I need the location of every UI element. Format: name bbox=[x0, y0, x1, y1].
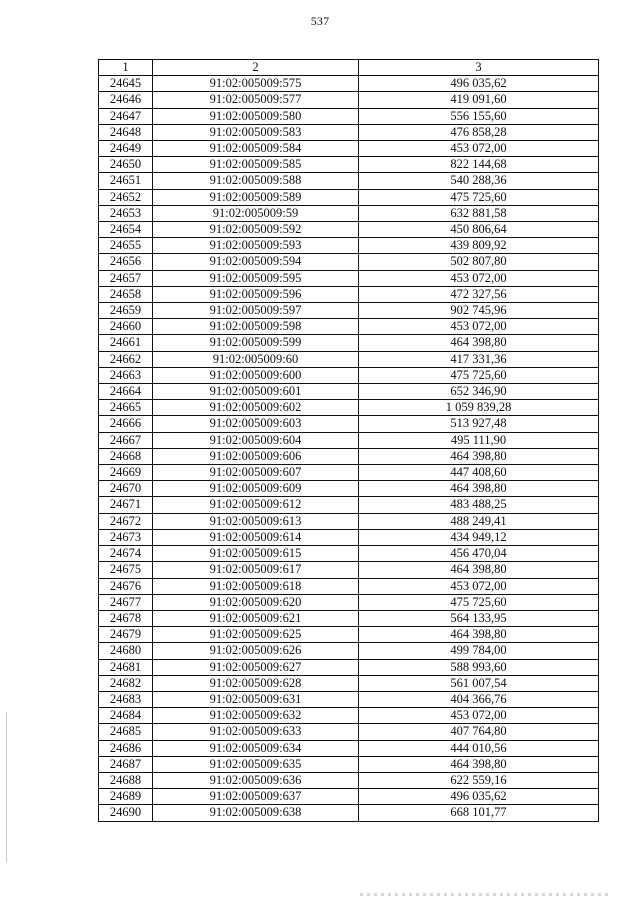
row-number-cell: 24685 bbox=[99, 724, 153, 740]
row-number-cell: 24657 bbox=[99, 270, 153, 286]
value-cell: 496 035,62 bbox=[359, 76, 599, 92]
value-cell: 417 331,36 bbox=[359, 351, 599, 367]
table-row bbox=[99, 529, 599, 545]
table-row bbox=[99, 286, 599, 302]
row-number-cell: 24682 bbox=[99, 675, 153, 691]
cadastral-number-cell: 91:02:005009:627 bbox=[153, 659, 359, 675]
cadastral-number-cell: 91:02:005009:620 bbox=[153, 594, 359, 610]
cadastral-number-cell: 91:02:005009:618 bbox=[153, 578, 359, 594]
row-number-cell: 24676 bbox=[99, 578, 153, 594]
cadastral-number-cell: 91:02:005009:637 bbox=[153, 789, 359, 805]
table-row bbox=[99, 562, 599, 578]
table-row bbox=[99, 546, 599, 562]
cadastral-number-cell: 91:02:005009:596 bbox=[153, 286, 359, 302]
cadastral-number-cell: 91:02:005009:595 bbox=[153, 270, 359, 286]
value-cell: 453 072,00 bbox=[359, 319, 599, 335]
value-cell: 822 144,68 bbox=[359, 157, 599, 173]
cadastral-number-cell: 91:02:005009:601 bbox=[153, 384, 359, 400]
table-row bbox=[99, 481, 599, 497]
table-row bbox=[99, 367, 599, 383]
row-number-cell: 24667 bbox=[99, 432, 153, 448]
table-row bbox=[99, 724, 599, 740]
row-number-cell: 24680 bbox=[99, 643, 153, 659]
cadastral-number-cell: 91:02:005009:638 bbox=[153, 805, 359, 821]
cadastral-number-cell: 91:02:005009:614 bbox=[153, 529, 359, 545]
cadastral-number-cell: 91:02:005009:628 bbox=[153, 675, 359, 691]
row-number-cell: 24654 bbox=[99, 222, 153, 238]
table-row bbox=[99, 740, 599, 756]
table-row bbox=[99, 124, 599, 140]
table-row bbox=[99, 205, 599, 221]
value-cell: 483 488,25 bbox=[359, 497, 599, 513]
table-row bbox=[99, 497, 599, 513]
cadastral-number-cell: 91:02:005009:604 bbox=[153, 432, 359, 448]
table-row bbox=[99, 351, 599, 367]
row-number-cell: 24658 bbox=[99, 286, 153, 302]
row-number-cell: 24689 bbox=[99, 789, 153, 805]
cadastral-number-cell: 91:02:005009:59 bbox=[153, 205, 359, 221]
cadastral-number-cell: 91:02:005009:632 bbox=[153, 708, 359, 724]
value-cell: 475 725,60 bbox=[359, 367, 599, 383]
table-row bbox=[99, 691, 599, 707]
cadastral-number-cell: 91:02:005009:585 bbox=[153, 157, 359, 173]
table-row bbox=[99, 108, 599, 124]
table-row bbox=[99, 303, 599, 319]
row-number-cell: 24645 bbox=[99, 76, 153, 92]
table-row bbox=[99, 675, 599, 691]
row-number-cell: 24681 bbox=[99, 659, 153, 675]
table-row bbox=[99, 92, 599, 108]
value-cell: 475 725,60 bbox=[359, 594, 599, 610]
cadastral-number-cell: 91:02:005009:631 bbox=[153, 691, 359, 707]
page-number: 537 bbox=[310, 14, 330, 28]
value-cell: 464 398,80 bbox=[359, 562, 599, 578]
table-row bbox=[99, 157, 599, 173]
value-cell: 407 764,80 bbox=[359, 724, 599, 740]
table-row bbox=[99, 319, 599, 335]
value-cell: 496 035,62 bbox=[359, 789, 599, 805]
table-row bbox=[99, 141, 599, 157]
value-cell: 456 470,04 bbox=[359, 546, 599, 562]
cadastral-number-cell: 91:02:005009:612 bbox=[153, 497, 359, 513]
table-row bbox=[99, 578, 599, 594]
table-row bbox=[99, 254, 599, 270]
cadastral-number-cell: 91:02:005009:598 bbox=[153, 319, 359, 335]
row-number-cell: 24671 bbox=[99, 497, 153, 513]
row-number-cell: 24688 bbox=[99, 772, 153, 788]
value-cell: 499 784,00 bbox=[359, 643, 599, 659]
cadastral-number-cell: 91:02:005009:575 bbox=[153, 76, 359, 92]
row-number-cell: 24672 bbox=[99, 513, 153, 529]
value-cell: 556 155,60 bbox=[359, 108, 599, 124]
row-number-cell: 24666 bbox=[99, 416, 153, 432]
value-cell: 588 993,60 bbox=[359, 659, 599, 675]
row-number-cell: 24684 bbox=[99, 708, 153, 724]
cadastral-number-cell: 91:02:005009:580 bbox=[153, 108, 359, 124]
row-number-cell: 24678 bbox=[99, 610, 153, 626]
cadastral-number-cell: 91:02:005009:593 bbox=[153, 238, 359, 254]
value-cell: 1 059 839,28 bbox=[359, 400, 599, 416]
table-body bbox=[99, 76, 599, 821]
cadastral-number-cell: 91:02:005009:615 bbox=[153, 546, 359, 562]
value-cell: 453 072,00 bbox=[359, 270, 599, 286]
row-number-cell: 24655 bbox=[99, 238, 153, 254]
table-row bbox=[99, 432, 599, 448]
value-cell: 513 927,48 bbox=[359, 416, 599, 432]
column-header-3: 3 bbox=[359, 60, 599, 76]
row-number-cell: 24663 bbox=[99, 367, 153, 383]
value-cell: 453 072,00 bbox=[359, 578, 599, 594]
cadastral-number-cell: 91:02:005009:607 bbox=[153, 465, 359, 481]
row-number-cell: 24677 bbox=[99, 594, 153, 610]
row-number-cell: 24656 bbox=[99, 254, 153, 270]
value-cell: 488 249,41 bbox=[359, 513, 599, 529]
table-row bbox=[99, 222, 599, 238]
table-row bbox=[99, 789, 599, 805]
cadastral-number-cell: 91:02:005009:588 bbox=[153, 173, 359, 189]
value-cell: 632 881,58 bbox=[359, 205, 599, 221]
table-row bbox=[99, 513, 599, 529]
row-number-cell: 24686 bbox=[99, 740, 153, 756]
table-row bbox=[99, 270, 599, 286]
scan-artifact bbox=[360, 893, 610, 896]
scan-margin-line bbox=[6, 712, 7, 862]
table-row bbox=[99, 610, 599, 626]
value-cell: 447 408,60 bbox=[359, 465, 599, 481]
cadastral-number-cell: 91:02:005009:636 bbox=[153, 772, 359, 788]
row-number-cell: 24647 bbox=[99, 108, 153, 124]
row-number-cell: 24664 bbox=[99, 384, 153, 400]
table-row bbox=[99, 238, 599, 254]
row-number-cell: 24668 bbox=[99, 448, 153, 464]
cadastral-number-cell: 91:02:005009:609 bbox=[153, 481, 359, 497]
value-cell: 404 366,76 bbox=[359, 691, 599, 707]
cadastral-number-cell: 91:02:005009:60 bbox=[153, 351, 359, 367]
value-cell: 464 398,80 bbox=[359, 335, 599, 351]
cadastral-number-cell: 91:02:005009:635 bbox=[153, 756, 359, 772]
value-cell: 439 809,92 bbox=[359, 238, 599, 254]
cadastral-number-cell: 91:02:005009:634 bbox=[153, 740, 359, 756]
cadastral-number-cell: 91:02:005009:594 bbox=[153, 254, 359, 270]
value-cell: 502 807,80 bbox=[359, 254, 599, 270]
table-row bbox=[99, 805, 599, 821]
row-number-cell: 24662 bbox=[99, 351, 153, 367]
row-number-cell: 24690 bbox=[99, 805, 153, 821]
table-row bbox=[99, 189, 599, 205]
table-row bbox=[99, 756, 599, 772]
cadastral-number-cell: 91:02:005009:599 bbox=[153, 335, 359, 351]
table-row bbox=[99, 416, 599, 432]
value-cell: 464 398,80 bbox=[359, 481, 599, 497]
value-cell: 450 806,64 bbox=[359, 222, 599, 238]
cadastral-number-cell: 91:02:005009:606 bbox=[153, 448, 359, 464]
cadastral-number-cell: 91:02:005009:621 bbox=[153, 610, 359, 626]
value-cell: 464 398,80 bbox=[359, 448, 599, 464]
row-number-cell: 24648 bbox=[99, 124, 153, 140]
row-number-cell: 24653 bbox=[99, 205, 153, 221]
table-row bbox=[99, 659, 599, 675]
registry-table bbox=[98, 59, 599, 822]
value-cell: 453 072,00 bbox=[359, 141, 599, 157]
row-number-cell: 24652 bbox=[99, 189, 153, 205]
cadastral-number-cell: 91:02:005009:589 bbox=[153, 189, 359, 205]
cadastral-number-cell: 91:02:005009:600 bbox=[153, 367, 359, 383]
cadastral-number-cell: 91:02:005009:633 bbox=[153, 724, 359, 740]
value-cell: 464 398,80 bbox=[359, 756, 599, 772]
row-number-cell: 24673 bbox=[99, 529, 153, 545]
table-row bbox=[99, 384, 599, 400]
table-header-row bbox=[99, 60, 599, 76]
row-number-cell: 24665 bbox=[99, 400, 153, 416]
cadastral-number-cell: 91:02:005009:577 bbox=[153, 92, 359, 108]
value-cell: 464 398,80 bbox=[359, 627, 599, 643]
table-row bbox=[99, 465, 599, 481]
value-cell: 561 007,54 bbox=[359, 675, 599, 691]
table-row bbox=[99, 627, 599, 643]
cadastral-number-cell: 91:02:005009:583 bbox=[153, 124, 359, 140]
value-cell: 434 949,12 bbox=[359, 529, 599, 545]
row-number-cell: 24669 bbox=[99, 465, 153, 481]
row-number-cell: 24679 bbox=[99, 627, 153, 643]
value-cell: 444 010,56 bbox=[359, 740, 599, 756]
table-row bbox=[99, 643, 599, 659]
value-cell: 475 725,60 bbox=[359, 189, 599, 205]
row-number-cell: 24646 bbox=[99, 92, 153, 108]
value-cell: 902 745,96 bbox=[359, 303, 599, 319]
row-number-cell: 24659 bbox=[99, 303, 153, 319]
cadastral-number-cell: 91:02:005009:592 bbox=[153, 222, 359, 238]
row-number-cell: 24675 bbox=[99, 562, 153, 578]
row-number-cell: 24650 bbox=[99, 157, 153, 173]
cadastral-number-cell: 91:02:005009:603 bbox=[153, 416, 359, 432]
table-row bbox=[99, 335, 599, 351]
cadastral-number-cell: 91:02:005009:625 bbox=[153, 627, 359, 643]
row-number-cell: 24683 bbox=[99, 691, 153, 707]
value-cell: 476 858,28 bbox=[359, 124, 599, 140]
table-row bbox=[99, 772, 599, 788]
value-cell: 540 288,36 bbox=[359, 173, 599, 189]
value-cell: 453 072,00 bbox=[359, 708, 599, 724]
value-cell: 472 327,56 bbox=[359, 286, 599, 302]
value-cell: 419 091,60 bbox=[359, 92, 599, 108]
table-row bbox=[99, 76, 599, 92]
value-cell: 668 101,77 bbox=[359, 805, 599, 821]
value-cell: 495 111,90 bbox=[359, 432, 599, 448]
cadastral-number-cell: 91:02:005009:626 bbox=[153, 643, 359, 659]
row-number-cell: 24661 bbox=[99, 335, 153, 351]
table-row bbox=[99, 594, 599, 610]
row-number-cell: 24687 bbox=[99, 756, 153, 772]
value-cell: 622 559,16 bbox=[359, 772, 599, 788]
row-number-cell: 24670 bbox=[99, 481, 153, 497]
value-cell: 652 346,90 bbox=[359, 384, 599, 400]
table-row bbox=[99, 173, 599, 189]
value-cell: 564 133,95 bbox=[359, 610, 599, 626]
row-number-cell: 24660 bbox=[99, 319, 153, 335]
row-number-cell: 24649 bbox=[99, 141, 153, 157]
row-number-cell: 24651 bbox=[99, 173, 153, 189]
cadastral-number-cell: 91:02:005009:613 bbox=[153, 513, 359, 529]
row-number-cell: 24674 bbox=[99, 546, 153, 562]
column-header-1: 1 bbox=[99, 60, 153, 76]
table-row bbox=[99, 400, 599, 416]
cadastral-number-cell: 91:02:005009:602 bbox=[153, 400, 359, 416]
cadastral-number-cell: 91:02:005009:597 bbox=[153, 303, 359, 319]
cadastral-number-cell: 91:02:005009:617 bbox=[153, 562, 359, 578]
table-row bbox=[99, 448, 599, 464]
cadastral-number-cell: 91:02:005009:584 bbox=[153, 141, 359, 157]
column-header-2: 2 bbox=[153, 60, 359, 76]
table-row bbox=[99, 708, 599, 724]
